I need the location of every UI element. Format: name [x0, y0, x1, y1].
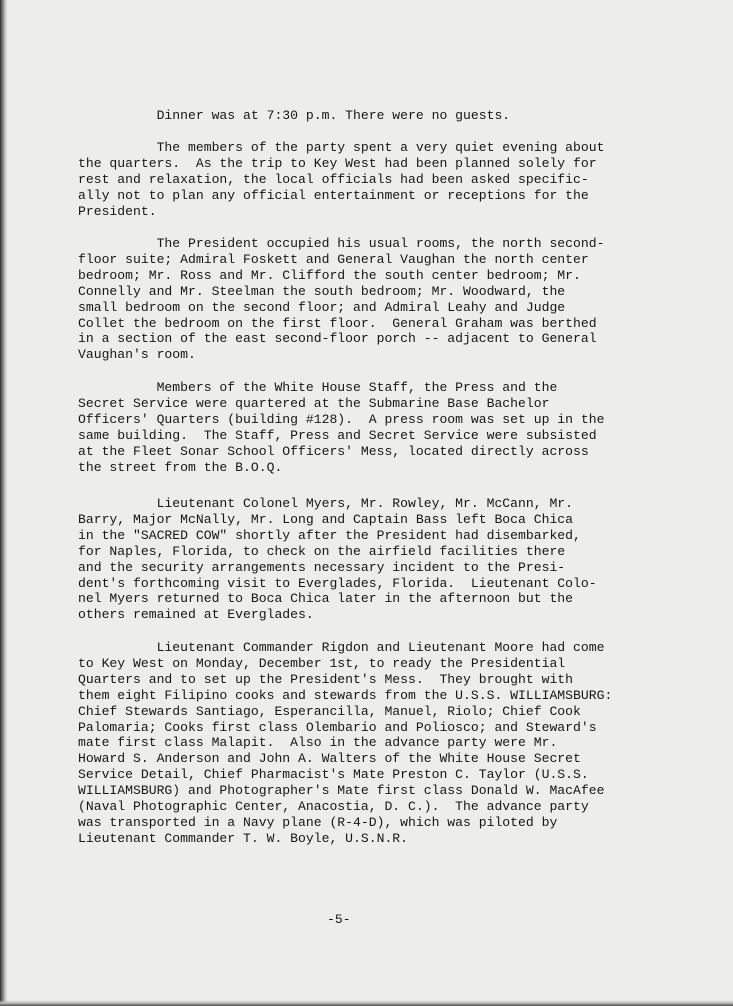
page-number: -5- — [327, 912, 351, 927]
paragraph-evening: The members of the party spent a very quiet evening about the quarters. As the trip to Key West had been planned solely for rest and relaxation, the local officials had been asked specific- ally not to plan any official entertainment or receptions for the President. — [78, 140, 605, 219]
paragraph-naples-trip: Lieutenant Colonel Myers, Mr. Rowley, Mr. McCann, Mr. Barry, Major McNally, Mr. Long and Captain Bass left Boca Chica in the "SACRED COW" shortly after the President had disembarked, for Naples, Florida, to check on the airfield facilities there and the security arrangements necessary incident to the Presi- dent's forthcoming visit to Everglades, Florida. Lieutenant Colo- nel Myers returned to Boca Chica later in the afternoon but the others remained at Everglades. — [78, 496, 597, 623]
paragraph-rooms: The President occupied his usual rooms, the north second- floor suite; Admiral Foskett and General Vaughan the north center bedroom; Mr. Ross and Mr. Clifford the south center bedroom; Mr. Connelly and Mr. Steelman the south bedroom; Mr. Woodward, the small bedroom on the second floor; and Admiral Leahy and Judge Collet the bedroom on the first floor. General Graham was berthed in a section of the east second-floor porch -- adjacent to General Vaughan's room. — [78, 236, 605, 363]
paragraph-staff-quarters: Members of the White House Staff, the Press and the Secret Service were quartered at the Submarine Base Bachelor Officers' Quarters (building #128). A press room was set up in the same building. The Staff, Press and Secret Service were subsisted at the Fleet Sonar School Officers' Mess, located directly across the street from the B.O.Q. — [78, 380, 605, 475]
scan-left-edge — [0, 0, 8, 1006]
scan-bottom-edge — [0, 1000, 733, 1006]
paragraph-advance-party: Lieutenant Commander Rigdon and Lieutenant Moore had come to Key West on Monday, December 1st, to ready the Presidential Quarters and to set up the President's Mess. They brought with them eight Filipino cooks and stewards from the U.S.S. WILLIAMSBURG: Chief Stewards Santiago, Esperancilla, Manuel, Riolo; Chief Cook Palomaria; Cooks first class Olembario and Poliosco; and Steward's mate first class Malapit. Also in the advance party were Mr. Howard S. Anderson and John A. Walters of the White House Secret Service Detail, Chief Pharmacist's Mate Preston C. Taylor (U.S.S. WILLIAMSBURG) and Photographer's Mate first class Donald W. MacAfee (Naval Photographic Center, Anacostia, D. C.). The advance party was transported in a Navy plane (R-4-D), which was piloted by Lieutenant Commander T. W. Boyle, U.S.N.R. — [78, 640, 613, 846]
paragraph-dinner: Dinner was at 7:30 p.m. There were no guests. — [78, 108, 511, 123]
